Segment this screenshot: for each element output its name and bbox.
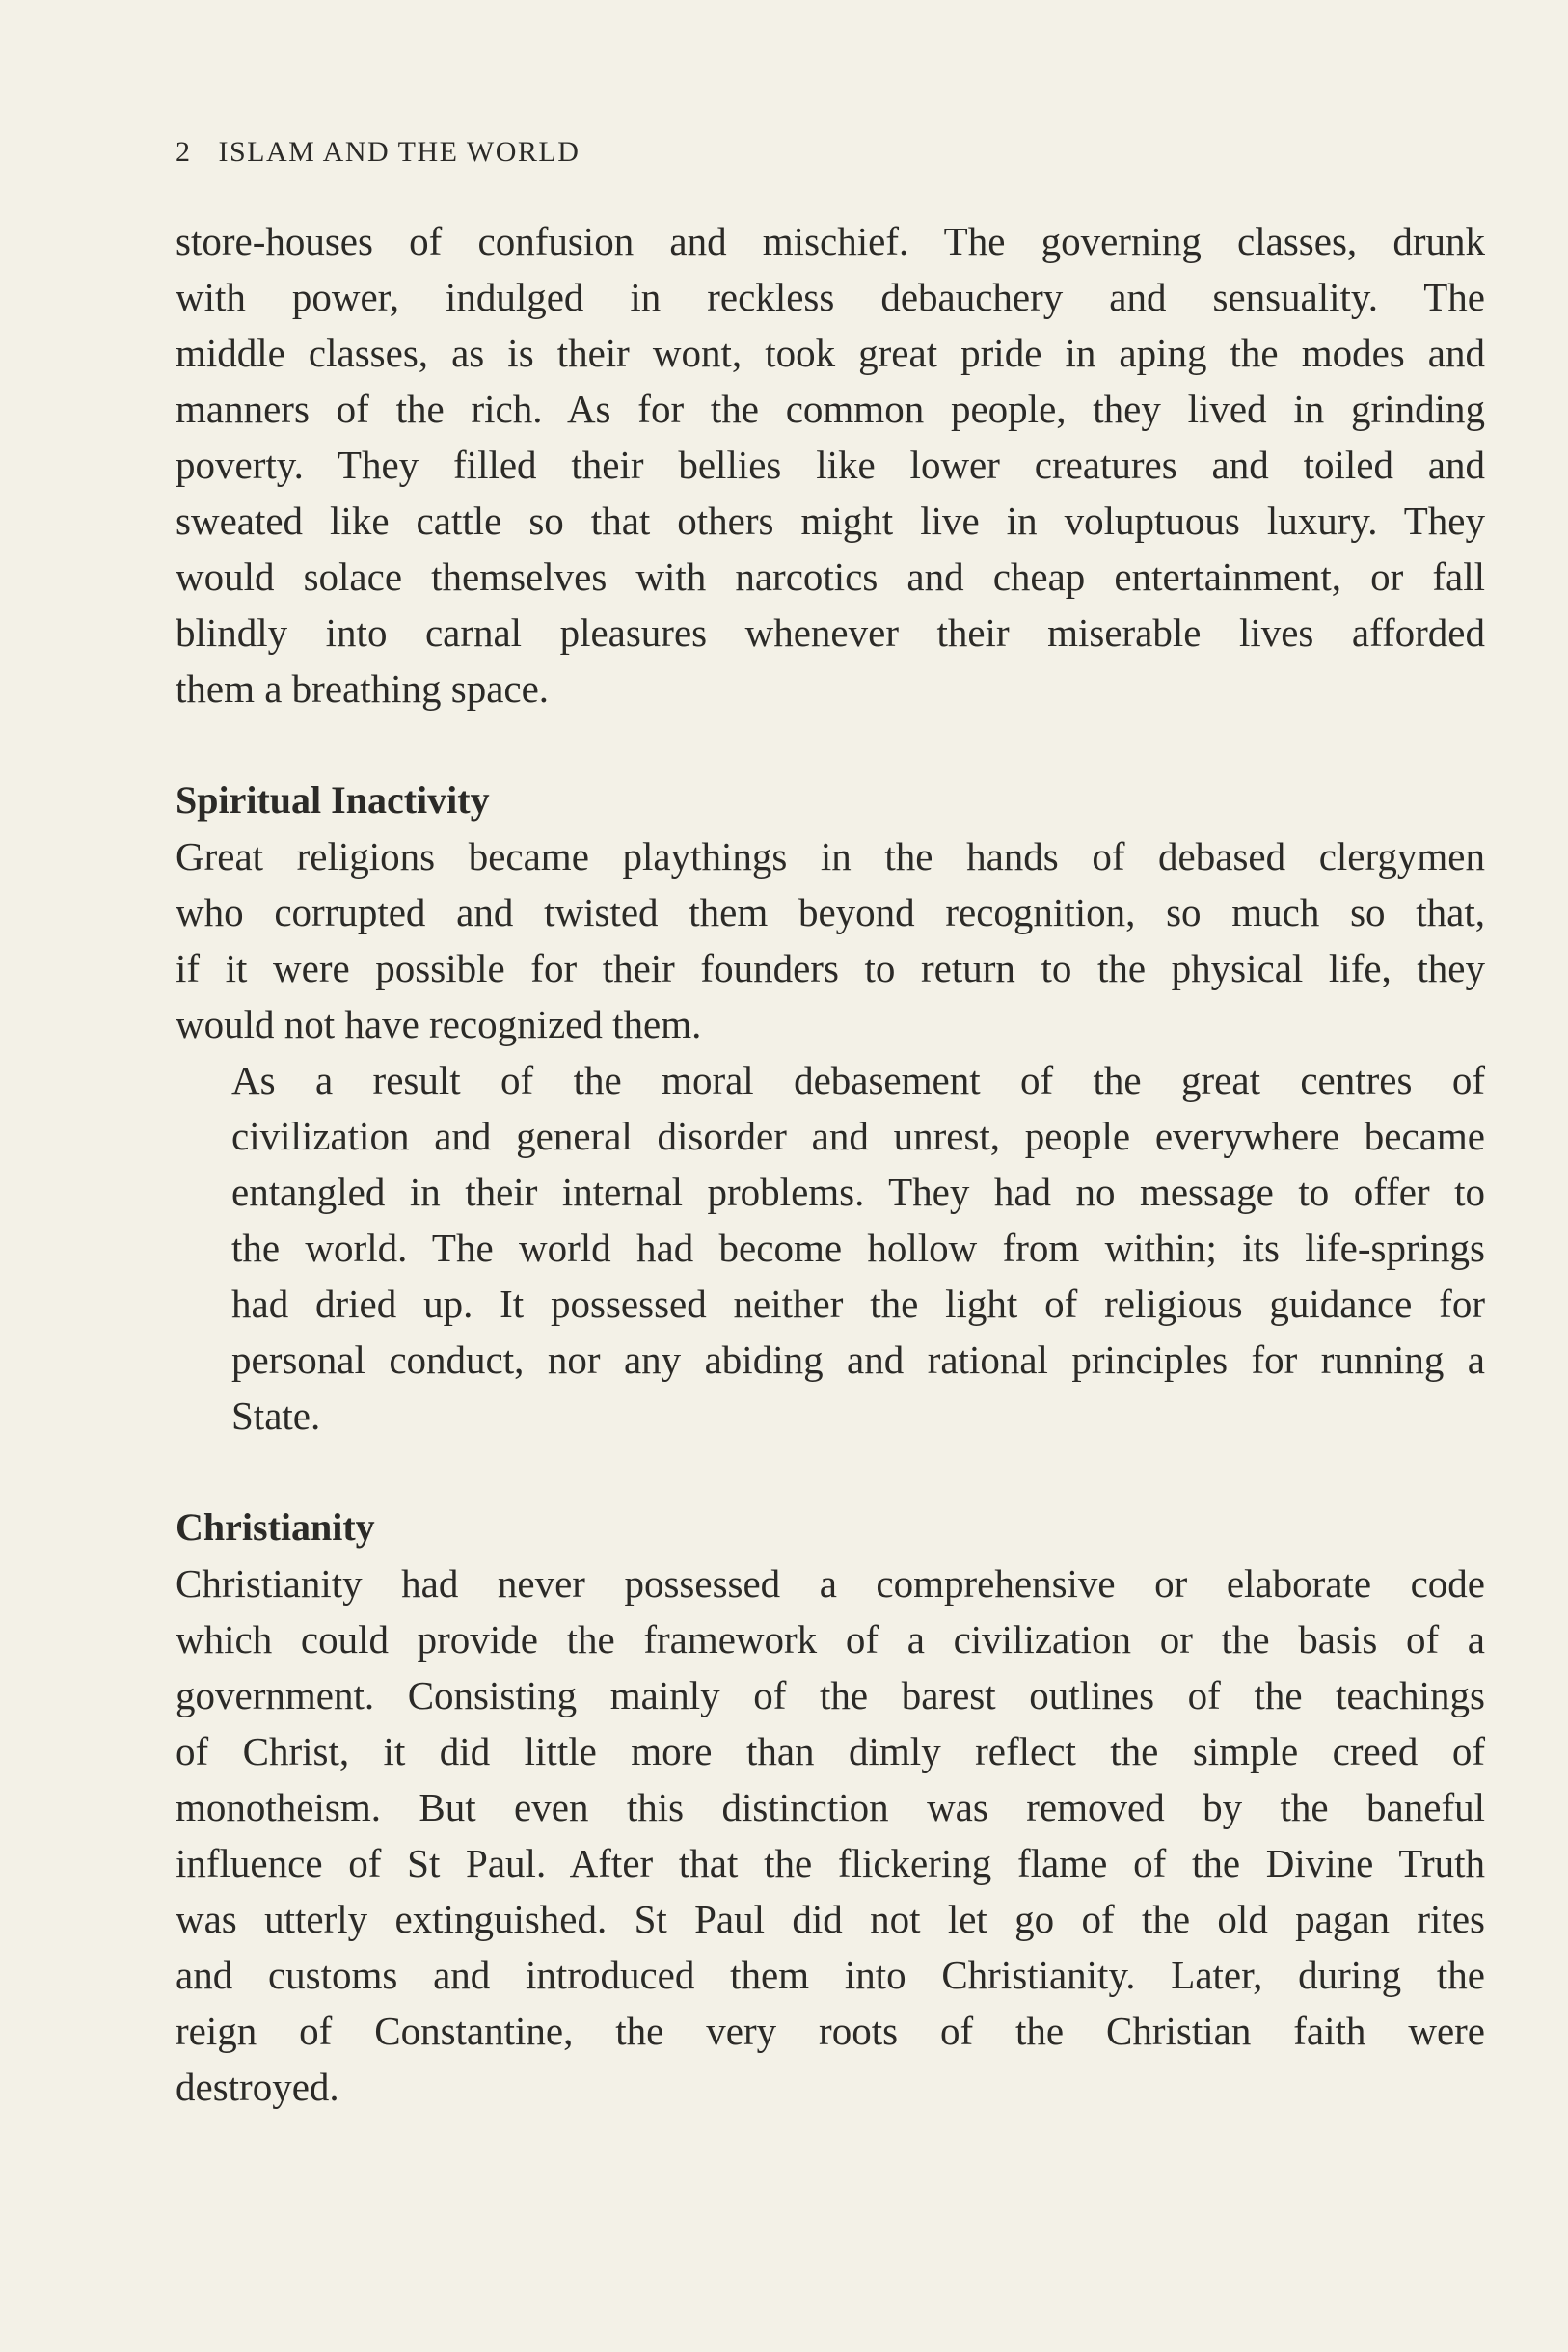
section-heading: Spiritual Inactivity (176, 778, 490, 822)
running-title: ISLAM AND THE WORLD (218, 136, 581, 168)
text-line: influence of St Paul. After that the flickering flame of the Divine Truth (176, 1841, 1485, 1885)
text-line: middle classes, as is their wont, took great pride in aping the modes and (176, 331, 1485, 375)
text-line: who corrupted and twisted them beyond recognition, so much so that, (176, 890, 1485, 934)
paragraph (176, 1052, 1485, 1444)
running-head (176, 133, 580, 172)
text-line: the world. The world had become hollow from within; its life-springs (231, 1226, 1485, 1270)
text-line: them a breathing space. (176, 666, 550, 711)
text-line: monotheism. But even this distinction was removed by the baneful (176, 1785, 1485, 1829)
text-line: Great religions became playthings in the hands of debased clergymen (176, 834, 1485, 879)
text-line: government. Consisting mainly of the barest outlines of the teachings (176, 1673, 1485, 1717)
text-line: manners of the rich. As for the common people, they lived in grinding (176, 387, 1485, 431)
text-line: As a result of the moral debasement of the great centres of (231, 1058, 1485, 1102)
text-line: if it were possible for their founders to return to the physical life, they (176, 946, 1485, 990)
section-gap (176, 716, 1485, 772)
page-number: 2 (176, 136, 192, 168)
text-line: blindly into carnal pleasures whenever their miserable lives afforded (176, 610, 1485, 655)
text-line: with power, indulged in reckless debauchery and sensuality. The (176, 275, 1485, 319)
text-line: and customs and introduced them into Christianity. Later, during the (176, 1953, 1485, 1997)
book-page (176, 0, 1485, 2352)
text-line: was utterly extinguished. St Paul did not let go of the old pagan rites (176, 1897, 1485, 1941)
text-line: had dried up. It possessed neither the light of religious guidance for (231, 1282, 1485, 1326)
text-line: destroyed. (176, 2065, 339, 2109)
text-line: would not have recognized them. (176, 1002, 702, 1046)
text-line: would solace themselves with narcotics and cheap entertainment, or fall (176, 554, 1485, 599)
paragraph (176, 828, 1485, 1052)
section-heading: Christianity (176, 1505, 375, 1549)
section-gap (176, 1444, 1485, 1500)
text-line: State. (231, 1393, 321, 1438)
paragraph (176, 1555, 1485, 2115)
text-line: personal conduct, nor any abiding and rational principles for running a (231, 1338, 1485, 1382)
text-line: store-houses of confusion and mischief. The governing classes, drunk (176, 219, 1485, 263)
text-line: sweated like cattle so that others might live in voluptuous luxury. They (176, 499, 1485, 543)
text-line: Christianity had never possessed a comprehensive or elaborate code (176, 1561, 1485, 1606)
text-line: entangled in their internal problems. They had no message to offer to (231, 1170, 1485, 1214)
text-line: which could provide the framework of a civilization or the basis of a (176, 1617, 1485, 1662)
paragraph (176, 213, 1485, 716)
text-line: poverty. They filled their bellies like lower creatures and toiled and (176, 443, 1485, 487)
body-text (176, 213, 1485, 2115)
text-line: of Christ, it did little more than dimly reflect the simple creed of (176, 1729, 1485, 1773)
text-line: reign of Constantine, the very roots of the Christian faith were (176, 2009, 1485, 2053)
text-line: civilization and general disorder and unrest, people everywhere became (231, 1114, 1485, 1158)
